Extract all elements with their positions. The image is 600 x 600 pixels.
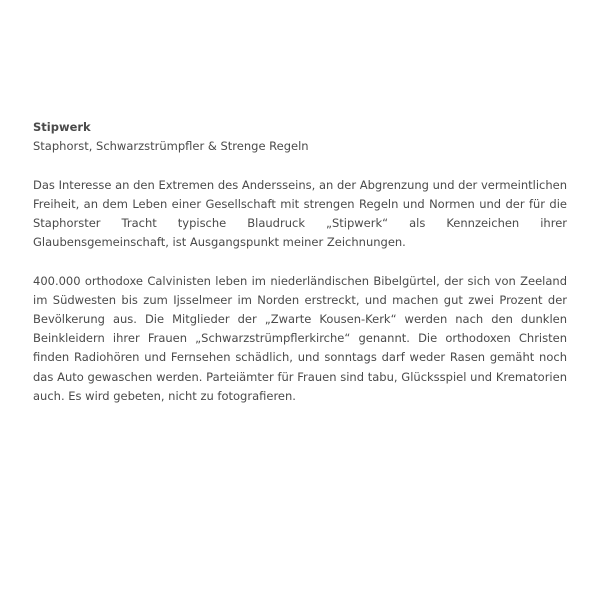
paragraph-calvinists: 400.000 orthodoxe Calvinisten leben im niederländischen Bibelgürtel, der sich von Zeeland im Südwesten bis zum Ijsselmeer im Norden erstreckt, und machen gut zwei Prozent der Bevölkerung aus. Die Mitglieder der „Zwarte Kousen-Kerk“ werden nach den dunklen Beinkleidern ihrer Frauen „Schwarzstrümpflerkirche“ genannt. Die orthodoxen Christen finden Radiohören und Fernsehen schädlich, und sonntags darf weder Rasen gemäht noch das Auto gewaschen werden. Parteiämter für Frauen sind tabu, Glücksspiel und Krematorien auch. Es wird gebeten, nicht zu fotografieren. xyxy=(33,273,567,403)
article-subtitle: Staphorst, Schwarzstrümpfler & Strenge Regeln xyxy=(33,139,309,154)
article-title: Stipwerk xyxy=(33,120,91,134)
paragraph-intro: Das Interesse an den Extremen des Andersseins, an der Abgrenzung und der vermeintlichen Freiheit, an dem Leben einer Gesellschaft mit strengen Regeln und Normen und der für die Staphorster Tracht typische Blaudruck „Stipwerk“ als Kennzeichen ihrer Glaubensgemeinschaft, ist Ausgangspunkt meiner Zeichnungen. xyxy=(33,177,567,250)
